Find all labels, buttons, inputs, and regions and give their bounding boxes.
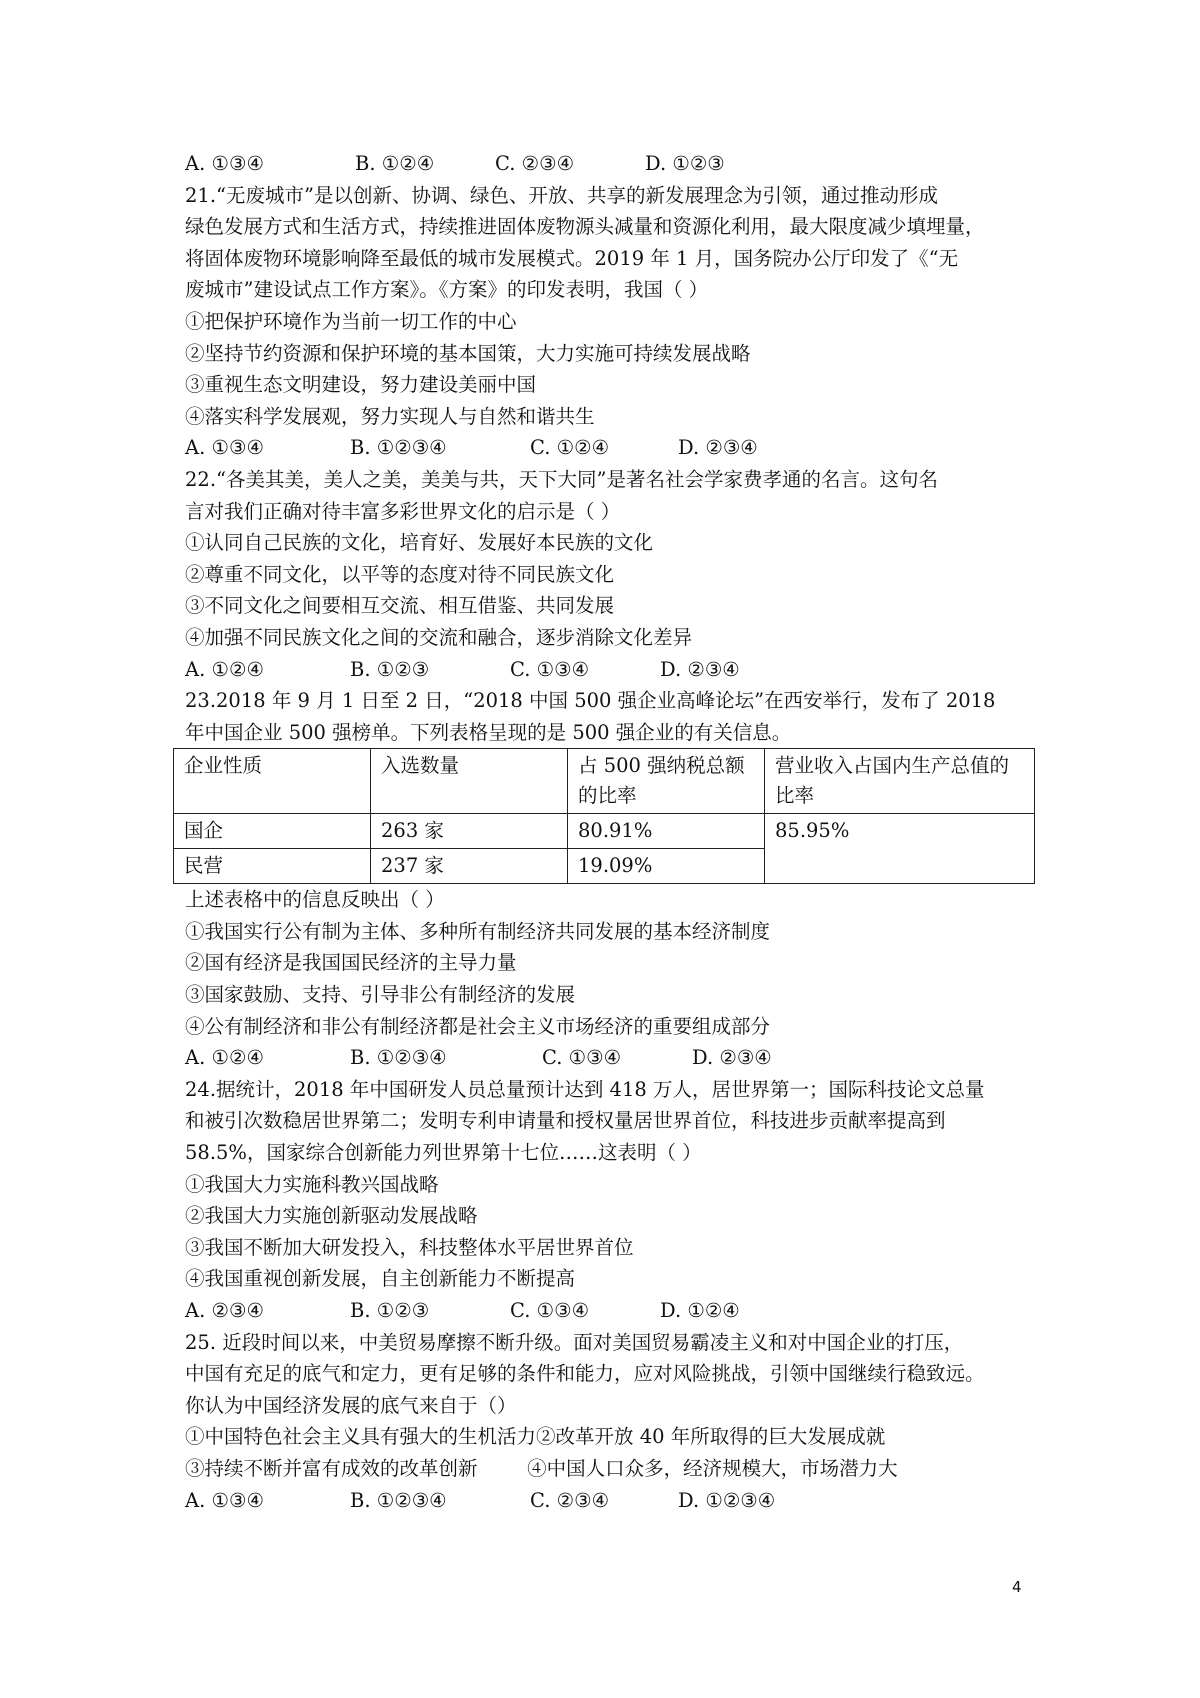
- exam-page: [185, 148, 1035, 1516]
- q25-stem-line: 25. 近段时间以来，中美贸易摩擦不断升级。面对美国贸易霸凌主义和对中国企业的打压，: [185, 1330, 964, 1354]
- q23-option-b[interactable]: B. ①②③④: [350, 1046, 447, 1070]
- table-header-row: [174, 749, 1035, 814]
- q22-item: ②尊重不同文化，以平等的态度对待不同民族文化: [185, 562, 615, 586]
- q25-option-c[interactable]: C. ②③④: [530, 1488, 610, 1512]
- q23-option-c[interactable]: C. ①③④: [542, 1046, 622, 1070]
- table-cell: 237 家: [371, 849, 568, 884]
- q24-item: ④我国重视创新发展，自主创新能力不断提高: [185, 1267, 576, 1291]
- table-header-cell: 占 500 强纳税总额的比率: [568, 749, 765, 814]
- q23-option-d[interactable]: D. ②③④: [692, 1046, 772, 1070]
- table-header-cell: 企业性质: [174, 749, 371, 814]
- table-header-cell: 营业收入占国内生产总值的比率: [765, 749, 1035, 814]
- q21-item: ③重视生态文明建设，努力建设美丽中国: [185, 373, 537, 397]
- q22-option-a[interactable]: A. ①②④: [185, 657, 264, 681]
- q21-option-c[interactable]: C. ①②④: [530, 436, 610, 460]
- table-header-cell: 入选数量: [371, 749, 568, 814]
- q23-stem-line: 年中国企业 500 强榜单。下列表格呈现的是 500 强企业的有关信息。: [185, 720, 792, 744]
- q23-item: ②国有经济是我国国民经济的主导力量: [185, 951, 517, 975]
- q21-option-a[interactable]: A. ①③④: [185, 436, 264, 460]
- q23-prompt: 上述表格中的信息反映出（ ）: [185, 888, 445, 912]
- q20-option-b[interactable]: B. ①②④: [355, 152, 435, 175]
- q23-item: ④公有制经济和非公有制经济都是社会主义市场经济的重要组成部分: [185, 1014, 771, 1038]
- q22-stem-line: 22.“各美其美，美人之美，美美与共，天下大同”是著名社会学家费孝通的名言。这句名: [185, 467, 938, 491]
- q21-stem-line: 绿色发展方式和生活方式，持续推进固体废物源头减量和资源化利用，最大限度减少填埋量，: [185, 215, 985, 239]
- q20-options: [185, 148, 1035, 180]
- q22-options: [185, 654, 1035, 686]
- q25-option-d[interactable]: D. ①②③④: [678, 1488, 776, 1512]
- question-22: [185, 464, 1035, 685]
- q24-options: [185, 1295, 1035, 1327]
- table-row: [174, 814, 1035, 849]
- q24-option-d[interactable]: D. ①②④: [660, 1299, 740, 1322]
- question-24: [185, 1074, 1035, 1327]
- question-23: [185, 685, 1035, 1074]
- q23-options: [185, 1042, 1035, 1074]
- q21-item: ④落实科学发展观，努力实现人与自然和谐共生: [185, 404, 595, 428]
- q24-option-c[interactable]: C. ①③④: [510, 1299, 590, 1322]
- q21-item: ①把保护环境作为当前一切工作的中心: [185, 309, 517, 333]
- q22-stem-line: 言对我们正确对待丰富多彩世界文化的启示是（ ）: [185, 499, 621, 523]
- question-25: [185, 1327, 1035, 1517]
- q22-option-d[interactable]: D. ②③④: [660, 657, 740, 681]
- q20-option-d[interactable]: D. ①②③: [645, 152, 725, 175]
- q24-item: ②我国大力实施创新驱动发展战略: [185, 1204, 478, 1228]
- q24-option-a[interactable]: A. ②③④: [185, 1299, 264, 1322]
- table-cell: 80.91%: [568, 814, 765, 849]
- q24-stem-line: 24.据统计，2018 年中国研发人员总量预计达到 418 万人，居世界第一；国际科技论文总量: [185, 1077, 985, 1101]
- q21-stem-line: 21.“无废城市”是以创新、协调、绿色、开放、共享的新发展理念为引领，通过推动形成: [185, 183, 938, 207]
- q22-item: ④加强不同民族文化之间的交流和融合，逐步消除文化差异: [185, 625, 693, 649]
- q25-stem-line: 中国有充足的底气和定力，更有足够的条件和能力，应对风险挑战，引领中国继续行稳致远。: [185, 1362, 985, 1386]
- enterprise-table: [173, 748, 1035, 884]
- q22-item: ①认同自己民族的文化，培育好、发展好本民族的文化: [185, 531, 654, 555]
- q25-item: ③持续不断并富有成效的改革创新 ④中国人口众多，经济规模大，市场潜力大: [185, 1456, 898, 1480]
- q25-item: ①中国特色社会主义具有强大的生机活力②改革开放 40 年所取得的巨大发展成就: [185, 1425, 886, 1449]
- q23-stem-line: 23.2018 年 9 月 1 日至 2 日，“2018 中国 500 强企业高峰论坛”在西安举行，发布了 2018: [185, 689, 996, 713]
- q25-option-a[interactable]: A. ①③④: [185, 1488, 264, 1512]
- table-merged-cell: 85.95%: [765, 814, 1035, 884]
- question-21: [185, 180, 1035, 464]
- q25-options: [185, 1485, 1035, 1517]
- q21-stem-line: 将固体废物环境影响降至最低的城市发展模式。2019 年 1 月，国务院办公厅印发了《“无: [185, 246, 959, 270]
- q24-option-b[interactable]: B. ①②③: [350, 1299, 430, 1322]
- q23-item: ①我国实行公有制为主体、多种所有制经济共同发展的基本经济制度: [185, 919, 771, 943]
- q20-option-c[interactable]: C. ②③④: [495, 152, 575, 175]
- table-cell: 民营: [174, 849, 371, 884]
- q24-stem-line: 58.5%，国家综合创新能力列世界第十七位……这表明（ ）: [185, 1141, 702, 1165]
- q25-stem-line: 你认为中国经济发展的底气来自于（）: [185, 1393, 517, 1417]
- q23-item: ③国家鼓励、支持、引导非公有制经济的发展: [185, 983, 576, 1007]
- q24-item: ③我国不断加大研发投入，科技整体水平居世界首位: [185, 1235, 634, 1259]
- page-number: 4: [1012, 1578, 1022, 1596]
- q21-item: ②坚持节约资源和保护环境的基本国策，大力实施可持续发展战略: [185, 341, 751, 365]
- table-cell: 263 家: [371, 814, 568, 849]
- q21-option-d[interactable]: D. ②③④: [678, 436, 758, 460]
- q22-option-c[interactable]: C. ①③④: [510, 657, 590, 681]
- q21-stem-line: 废城市”建设试点工作方案》。《方案》的印发表明，我国（ ）: [185, 278, 709, 302]
- q25-option-b[interactable]: B. ①②③④: [350, 1488, 447, 1512]
- q20-option-a[interactable]: A. ①③④: [185, 152, 264, 175]
- table-cell: 国企: [174, 814, 371, 849]
- q21-option-b[interactable]: B. ①②③④: [350, 436, 447, 460]
- q22-option-b[interactable]: B. ①②③: [350, 657, 430, 681]
- q22-item: ③不同文化之间要相互交流、相互借鉴、共同发展: [185, 594, 615, 618]
- q24-stem-line: 和被引次数稳居世界第二；发明专利申请量和授权量居世界首位，科技进步贡献率提高到: [185, 1109, 946, 1133]
- q23-option-a[interactable]: A. ①②④: [185, 1046, 264, 1070]
- table-cell: 19.09%: [568, 849, 765, 884]
- q24-item: ①我国大力实施科教兴国战略: [185, 1172, 439, 1196]
- q21-options: [185, 432, 1035, 464]
